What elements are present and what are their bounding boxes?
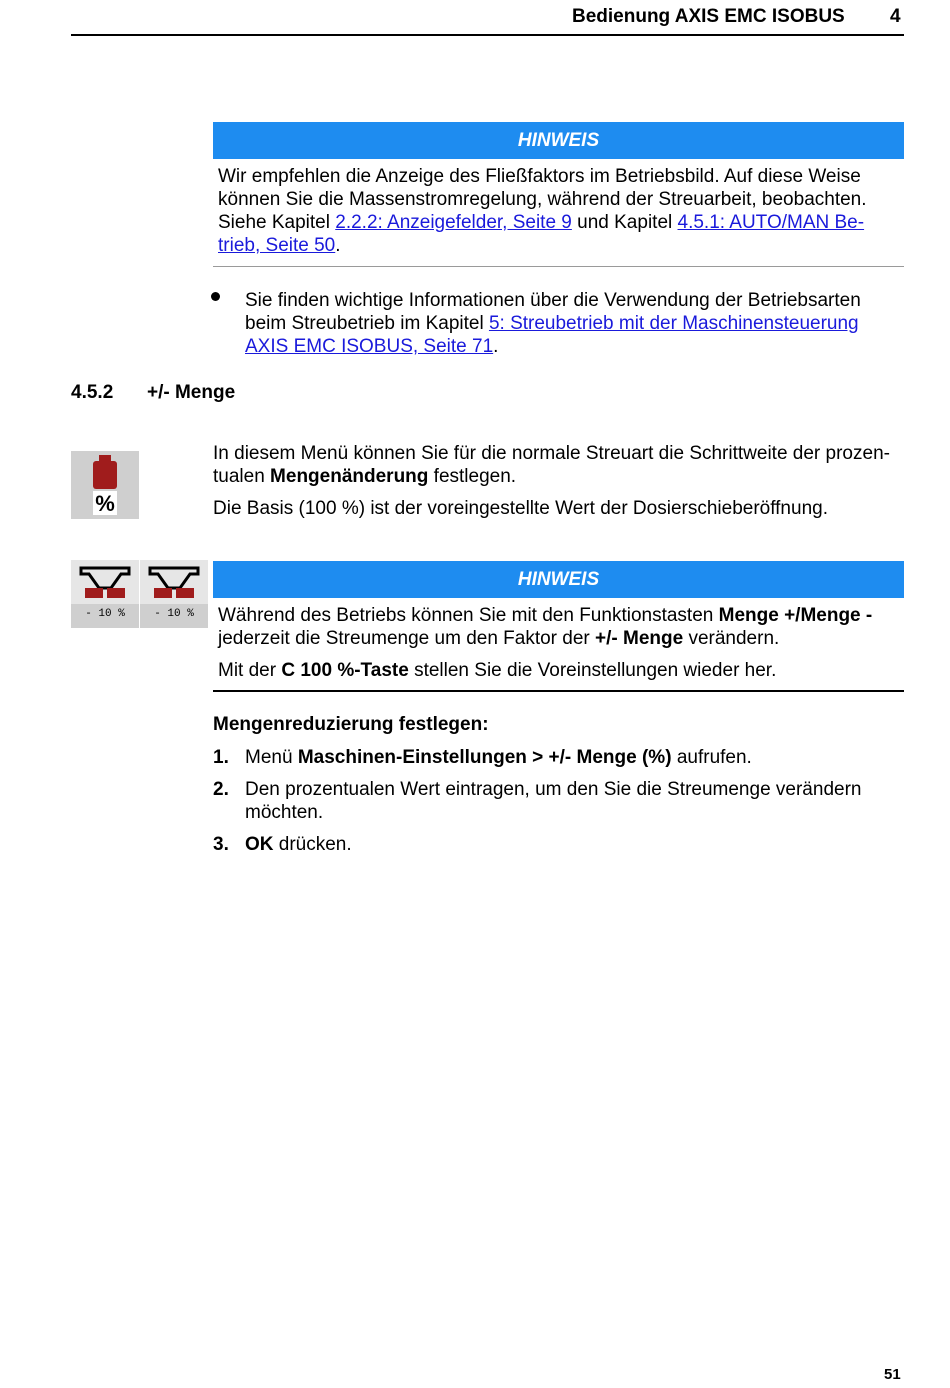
- quantity-percent-menu-icon: [71, 451, 139, 519]
- basis-text: Die Basis (100 %) ist der voreingestellte Wert der Dosierschieberöffnung.: [213, 498, 828, 519]
- note-text-1: [218, 165, 898, 257]
- link-auto-man-betrieb[interactable]: 4.5.1: AUTO/MAN Be-trieb, Seite 50: [218, 212, 865, 256]
- note1-text-c: .: [335, 235, 341, 256]
- header-divider: [71, 34, 904, 36]
- note1-text-b: und Kapitel: [571, 212, 678, 233]
- intro-text-b: festlegen.: [428, 466, 517, 487]
- step3-text-b: drücken.: [273, 834, 352, 855]
- note2-p2-bold: C 100 %-Taste: [281, 660, 409, 681]
- bullet-dot: [211, 292, 220, 301]
- note2-p1-bold2: +/- Menge: [595, 628, 684, 649]
- note-text-2: [218, 604, 898, 650]
- steps-heading: Mengenreduzierung festlegen:: [213, 714, 489, 735]
- step1-text-a: Menü: [245, 747, 298, 768]
- weight-percent-icon: [71, 451, 139, 519]
- spreader-left-icon: [71, 560, 139, 628]
- step-number: 1.: [213, 747, 229, 768]
- header-chapter-number: 4: [890, 6, 901, 27]
- note2-p1-b: jederzeit die Streumenge um den Faktor der: [218, 628, 596, 649]
- note1-text-a: Wir empfehlen die Anzeige des Fließfaktors im Betriebsbild. Auf diese Weise können Sie die Massenstromregelung, während der Streuarbeit, beobachten. Siehe Kapitel: [218, 166, 867, 233]
- intro-text: [213, 442, 903, 488]
- spreader-right-icon: [140, 560, 208, 628]
- intro-text-a: In diesem Menü können Sie für die normale Streuart die Schrittweite der prozen-tualen: [213, 443, 890, 487]
- section-title: +/- Menge: [147, 382, 236, 403]
- header-title: Bedienung AXIS EMC ISOBUS: [572, 6, 845, 27]
- note2-p2-b: stellen Sie die Voreinstellungen wieder her.: [408, 660, 777, 681]
- note-divider-1: [213, 266, 904, 267]
- bullet-text-b: .: [493, 336, 499, 357]
- step-text: Den prozentualen Wert eintragen, um den Sie die Streumenge verändern möchten.: [245, 779, 862, 823]
- note2-p1-a: Während des Betriebs können Sie mit den Funktionstasten: [218, 605, 719, 626]
- note-text-2b: [218, 659, 898, 682]
- step-number: 2.: [213, 779, 229, 800]
- section-number: 4.5.2: [71, 382, 114, 403]
- step-text: [245, 746, 895, 769]
- page-number: 51: [884, 1366, 901, 1383]
- note2-p1-bold1: Menge +/Menge -: [718, 605, 873, 626]
- note-divider-2: [213, 690, 904, 692]
- right-button-label: - 10 %: [154, 608, 194, 620]
- minus-10-right-button: [140, 560, 208, 628]
- intro-bold: Mengenänderung: [270, 466, 429, 487]
- step3-bold: OK: [245, 834, 274, 855]
- link-anzeigefelder[interactable]: 2.2.2: Anzeigefelder, Seite 9: [335, 212, 572, 233]
- menu-icon-label: %: [95, 491, 115, 516]
- step-text: [245, 833, 895, 856]
- bullet-text: [245, 289, 895, 358]
- note2-p1-c: verändern.: [683, 628, 780, 649]
- note-heading-1: HINWEIS: [213, 122, 904, 159]
- bullet-text-a: Sie finden wichtige Informationen über die Verwendung der Betriebsarten beim Streubetrieb im Kapitel: [245, 290, 861, 334]
- left-button-label: - 10 %: [85, 608, 125, 620]
- note2-p2-a: Mit der: [218, 660, 282, 681]
- minus-10-left-button: [71, 560, 139, 628]
- note-heading-2: HINWEIS: [213, 561, 904, 598]
- step1-text-b: aufrufen.: [671, 747, 752, 768]
- step1-bold: Maschinen-Einstellungen > +/- Menge (%): [297, 747, 672, 768]
- link-streubetrieb[interactable]: 5: Streubetrieb mit der Maschinensteuerung AXIS EMC ISOBUS, Seite 71: [245, 313, 859, 357]
- step-number: 3.: [213, 834, 229, 855]
